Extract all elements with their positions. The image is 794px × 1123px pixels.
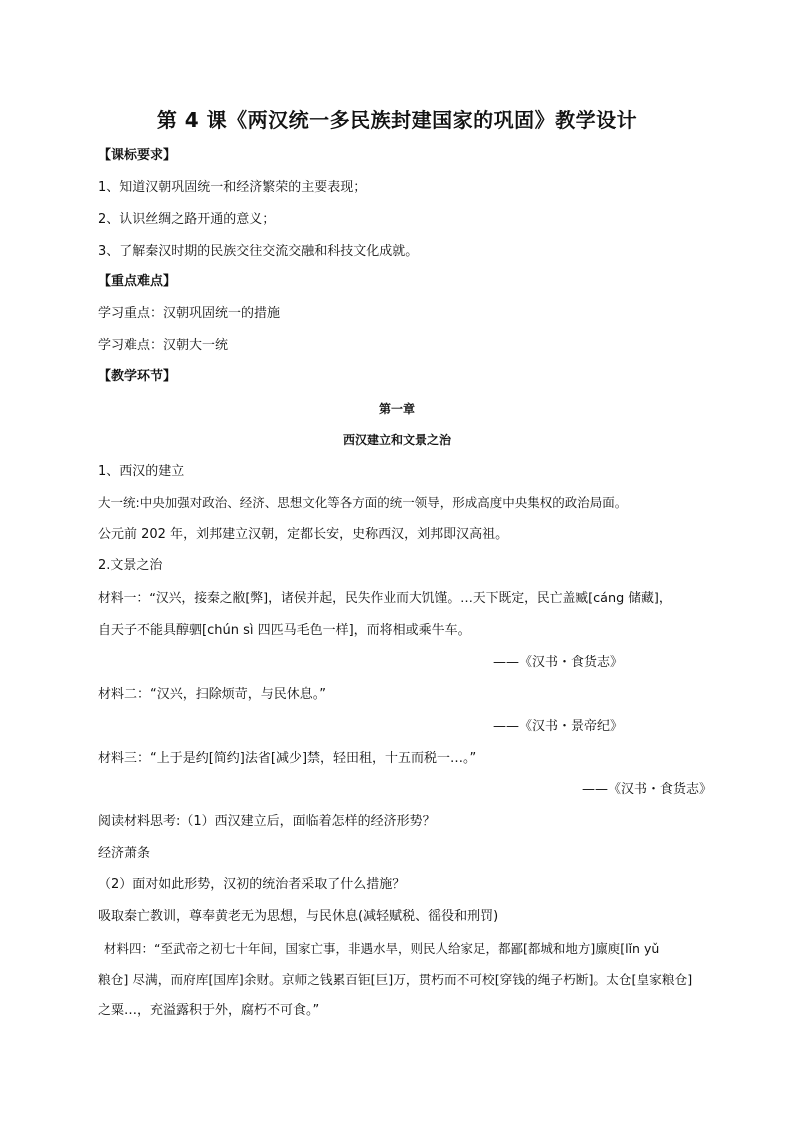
material-quote: 粮仓] 尽满，而府库[国库]余财。京师之钱累百钜[巨]万，贯朽而不可校[穿钱的绳子朽断]。太仓[皇家粮仓] [98,972,693,987]
section-teaching: 【教学环节】 [98,369,177,384]
chapter-heading: 第一章 [378,402,415,416]
material-quote: 材料二：“汉兴，扫除烦苛，与民休息。” [98,687,326,702]
page-title: 第 4 课《两汉统一多民族封建国家的巩固》教学设计 [156,108,638,132]
material-source: ——《汉书・食货志》 [493,655,624,670]
chapter-title: 西汉建立和文景之治 [342,433,451,447]
material-quote: 之粟…，充溢露积于外，腐朽不可食。” [98,1003,320,1018]
answer: 吸取秦亡教训，尊奉黄老无为思想，与民休息(减轻赋税、徭役和刑罚) [98,909,499,924]
material-source: ——《汉书・景帝纪》 [493,719,624,734]
difficulty-text: 学习难点：汉朝大一统 [98,338,229,353]
subheading: 2.文景之治 [98,558,163,573]
answer: 经济萧条 [98,846,151,861]
focus-text: 学习重点：汉朝巩固统一的措施 [98,306,281,321]
section-standard: 【课标要求】 [98,148,177,163]
standard-item: 3、了解秦汉时期的民族交往交流交融和科技文化成就。 [98,244,419,259]
material-source: ——《汉书・食货志》 [582,782,713,797]
material-quote: 材料一：“汉兴，接秦之敝[弊]，诸侯并起，民失作业而大饥馑。…天下既定，民亡盖臧[cáng 储藏]， [98,591,672,606]
standard-item: 1、知道汉朝巩固统一和经济繁荣的主要表现； [98,180,367,195]
material-quote: 材料四：“至武帝之初七十年间，国家亡事，非遇水旱，则民人给家足，都鄙[都城和地方]廪庾[lǐn yǔ [104,941,660,956]
section-key-points: 【重点难点】 [98,274,177,289]
standard-item: 2、认识丝绸之路开通的意义； [98,212,276,227]
paragraph: 公元前 202 年，刘邦建立汉朝，定都长安，史称西汉，刘邦即汉高祖。 [98,527,509,542]
question: 阅读材料思考:（1）西汉建立后，面临着怎样的经济形势？ [98,814,436,829]
subheading: 1、西汉的建立 [98,464,185,479]
material-quote: 自天子不能具醇驷[chún sì 四匹马毛色一样]，而将相或乘牛车。 [98,623,471,638]
question: （2）面对如此形势，汉初的统治者采取了什么措施？ [98,877,406,892]
material-quote: 材料三：“上于是约[简约]法省[减少]禁，轻田租，十五而税一…。” [98,751,477,766]
paragraph: 大一统:中央加强对政治、经济、思想文化等各方面的统一领导，形成高度中央集权的政治局面。 [98,495,628,510]
